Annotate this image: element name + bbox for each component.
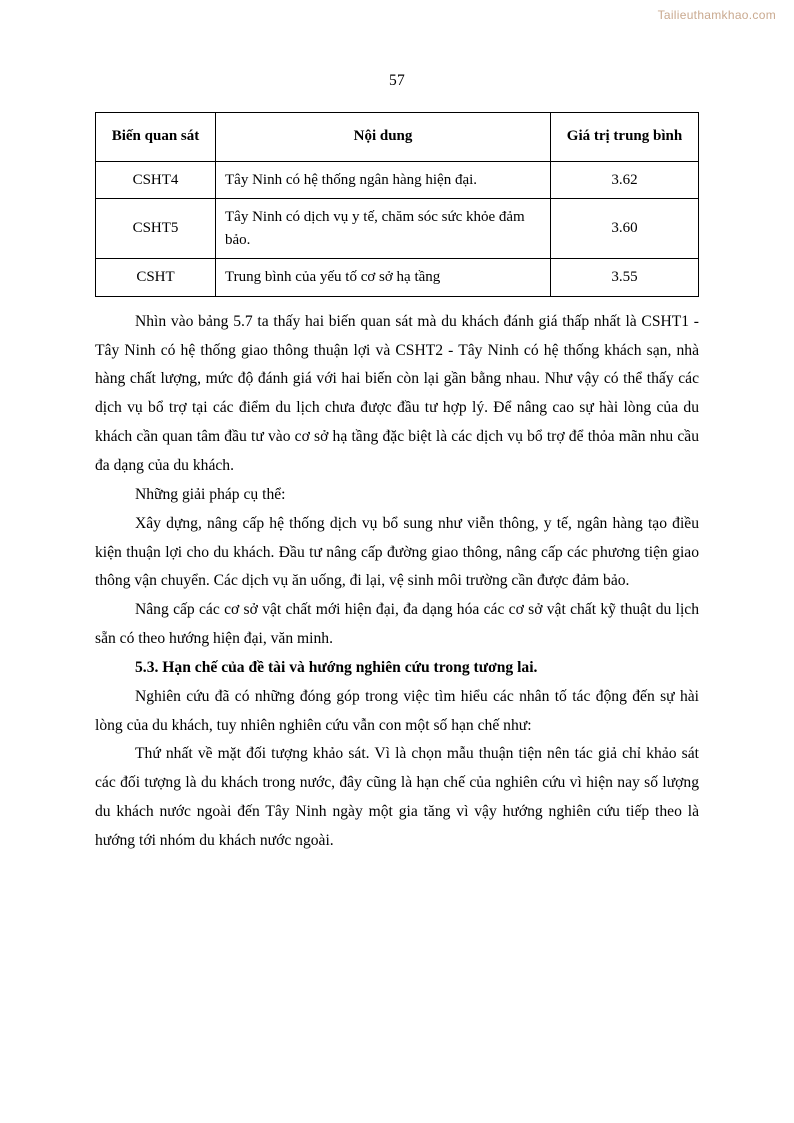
paragraph-solution-facilities: Nâng cấp các cơ sở vật chất mới hiện đại, đa dạng hóa các cơ sở vật chất kỹ thuật du lịch sẵn có theo hướng hiện đại, văn minh. [95,601,699,648]
paragraph-limitations-intro: Nghiên cứu đã có những đóng góp trong việc tìm hiểu các nhân tố tác động đến sự hài lòng của du khách, tuy nhiên nghiên cứu vẫn con một số hạn chế như: [95,687,699,734]
paragraph-solution-services: Xây dựng, nâng cấp hệ thống dịch vụ bổ sung như viễn thông, y tế, ngân hàng tạo điều kiện thuận lợi cho du khách. Đầu tư nâng cấp đường giao thông, nâng cấp các phương tiện giao thông vận chuyển. Các dịch vụ ăn uống, đi lại, vệ sinh môi trường cần được đảm bảo. [95,514,699,590]
table-cell-code: CSHT [96,259,216,297]
table-cell-content: Trung bình của yếu tố cơ sở hạ tầng [216,259,551,297]
table-header-cell-code: Biến quan sát [96,113,216,162]
table-cell-content: Tây Ninh có hệ thống ngân hàng hiện đại. [216,161,551,199]
section-heading-5-3: 5.3. Hạn chế của đề tài và hướng nghiên cứu trong tương lai. [135,658,538,676]
table-cell-content: Tây Ninh có dịch vụ y tế, chăm sóc sức khỏe đảm bảo. [216,199,551,259]
watermark-text: Tailieuthamkhao.com [657,8,776,22]
table-header-cell-content: Nội dung [216,113,551,162]
table-cell-value: 3.60 [551,199,699,259]
table-body [96,161,699,296]
observed-variables-table [95,112,699,297]
table-header [96,113,699,162]
table-row [96,161,699,199]
table-cell-code: CSHT4 [96,161,216,199]
page-content [95,90,699,856]
paragraph-analysis: Nhìn vào bảng 5.7 ta thấy hai biến quan sát mà du khách đánh giá thấp nhất là CSHT1 - Tây Ninh có hệ thống giao thông thuận lợi và CSHT2 - Tây Ninh có hệ thống khách sạn, nhà hàng chất lượng, mức độ đánh giá với hai biến còn lại gần bằng nhau. Như vậy có thể thấy các dịch vụ bổ trợ tại các điểm du lịch chưa được đầu tư hợp lý. Để nâng cao sự hài lòng của du khách cần quan tâm đầu tư vào cơ sở hạ tầng đặc biệt là các dịch vụ bổ trợ để thỏa mãn nhu cầu đa dạng của du khách. [95,312,699,474]
table-header-cell-value: Giá trị trung bình [551,113,699,162]
paragraph-limitation-sample: Thứ nhất về mặt đối tượng khảo sát. Vì là chọn mẫu thuận tiện nên tác giả chỉ khảo sát các đối tượng là du khách trong nước, đây cũng là hạn chế của nghiên cứu vì hiện nay số lượng du khách nước ngoài đến Tây Ninh ngày một gia tăng vì vậy hướng nghiên cứu tiếp theo là hướng tới nhóm du khách nước ngoài. [95,745,699,849]
table-row [96,199,699,259]
table-cell-value: 3.55 [551,259,699,297]
table-header-row [96,113,699,162]
table-row [96,259,699,297]
page-number: 57 [389,72,405,89]
table-cell-code: CSHT5 [96,199,216,259]
paragraph-solutions-intro: Những giải pháp cụ thể: [135,485,286,503]
table-cell-value: 3.62 [551,161,699,199]
